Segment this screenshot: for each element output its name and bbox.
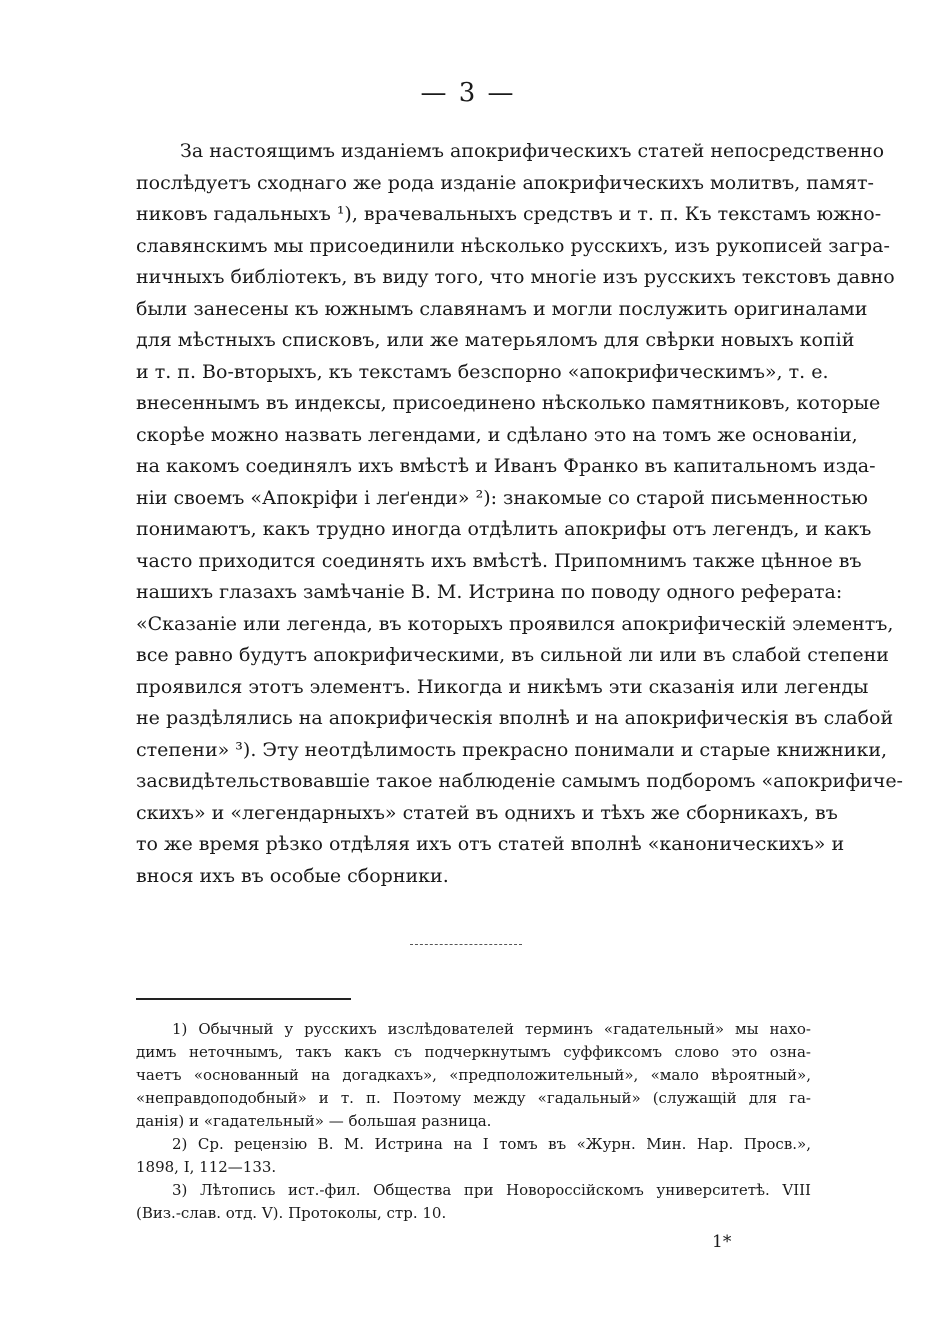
text-line: славянскимъ мы присоединили нѣсколько русскихъ, изъ рукописей загра- [136,234,890,257]
text-line: внося ихъ въ особые сборники. [136,864,449,887]
main-paragraph [136,136,903,892]
page-number: — 3 — [420,78,516,108]
text-line: никовъ гадальныхъ ¹), врачевальныхъ средствъ и т. п. Къ текстамъ южно- [136,203,882,225]
text-line: «Сказаніе или легенда, въ которыхъ проявился апокрифическій элементъ, [136,612,894,635]
text-line: на какомъ соединялъ ихъ вмѣстѣ и Иванъ Франко въ капитальномъ изда- [136,455,876,477]
text-line: внесеннымъ въ индексы, присоединено нѣсколько памятниковъ, которые [136,392,881,414]
text-line: ніи своемъ «Апокріфи і леґенди» ²): знакомые со старой письменностью [136,486,868,509]
footnote-line: чаетъ «основанный на догадкахъ», «предположительный», «мало вѣроятный», [136,1066,811,1084]
footnote-line: 2) Ср. рецензію В. М. Истрина на I томъ въ «Журн. Мин. Нар. Просв.», [172,1135,811,1153]
footnote-line: 3) Лѣтопись ист.-фил. Общества при Новороссійскомъ университетѣ. VIII [172,1181,811,1199]
text-line: скорѣе можно назвать легендами, и сдѣлано это на томъ же основаніи, [136,423,858,446]
text-line: то же время рѣзко отдѣляя ихъ отъ статей вполнѣ «каноническихъ» и [136,833,845,855]
footnote-line: «неправдоподобный» и т. п. Поэтому между «гадальный» (служащій для га- [136,1089,811,1107]
footnotes [136,1018,811,1225]
printer-signature-mark: 1* [712,1232,732,1252]
text-line: засвидѣтельствовавшіе такое наблюденіе самымъ подборомъ «апокрифиче- [136,770,903,792]
footnote-line: 1) Обычный у русскихъ изслѣдователей терминъ «гадательный» мы нахо- [172,1020,811,1038]
text-line: нашихъ глазахъ замѣчаніе В. М. Истрина по поводу одного реферата: [136,581,843,603]
text-line: не раздѣлялись на апокрифическія вполнѣ и на апокрифическія въ слабой [136,707,894,729]
footnote-line: димъ неточнымъ, такъ какъ съ подчеркнутымъ суффиксомъ слово это озна- [136,1043,811,1061]
text-line: часто приходится соединять ихъ вмѣстѣ. Припомнимъ также цѣнное въ [136,549,862,572]
text-line: степени» ³). Эту неотдѣлимость прекрасно понимали и старые книжники, [136,738,888,761]
text-line: За настоящимъ изданіемъ апокрифическихъ статей непосредственно [180,140,885,162]
text-line: все равно будутъ апокрифическими, въ сильной ли или въ слабой степени [136,644,889,666]
footnote-line: данія) и «гадательный» — большая разница. [136,1112,492,1130]
text-line: были занесены къ южнымъ славянамъ и могли послужить оригиналами [136,297,868,320]
footnote-line: 1898, I, 112—133. [136,1158,277,1176]
footnote-rule [136,998,351,1000]
text-line: послѣдуетъ сходнаго же рода изданіе апокрифическихъ молитвъ, памят- [136,171,874,194]
text-line: скихъ» и «легендарныхъ» статей въ однихъ и тѣхъ же сборникахъ, въ [136,801,838,824]
text-line: для мѣстныхъ списковъ, или же матерьяломъ для свѣрки новыхъ копій [136,329,855,351]
section-separator [410,944,522,945]
text-line: и т. п. Во-вторыхъ, къ текстамъ безспорно «апокрифическимъ», т. е. [136,360,829,383]
footnote-line: (Виз.-слав. отд. V). Протоколы, стр. 10. [136,1204,447,1222]
text-line: понимаютъ, какъ трудно иногда отдѣлить апокрифы отъ легендъ, и какъ [136,518,872,540]
text-line: ничныхъ библіотекъ, въ виду того, что многіе изъ русскихъ текстовъ давно [136,266,895,288]
text-line: проявился этотъ элементъ. Никогда и никѣмъ эти сказанія или легенды [136,675,869,698]
